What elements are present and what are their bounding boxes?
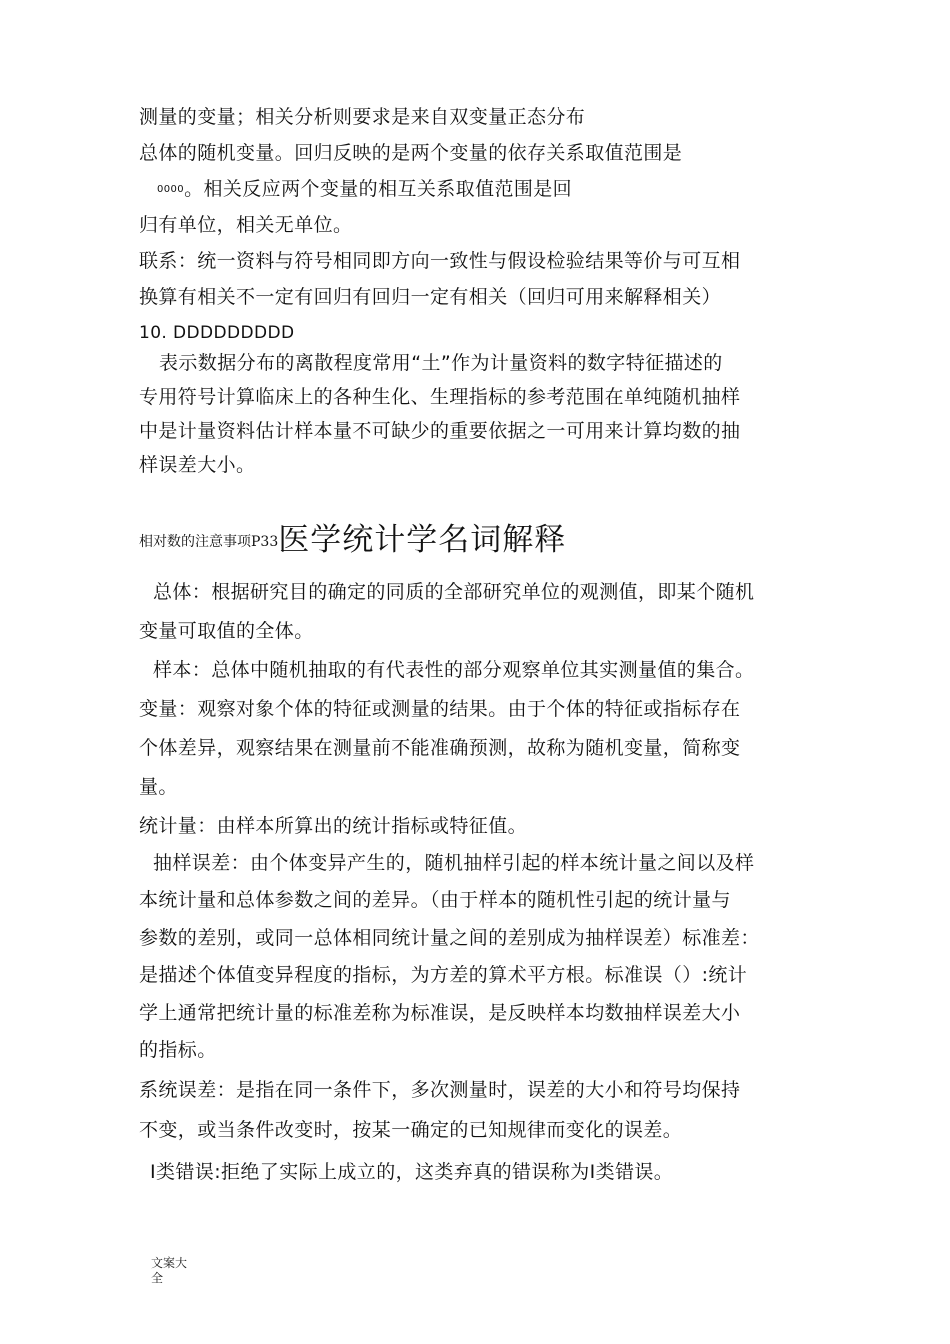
definition-line: 总体：根据研究目的确定的同质的全部研究单位的观测值，即某个随机 (153, 581, 755, 603)
definition-line: Ⅰ类错误:拒绝了实际上成立的，这类弃真的错误称为Ⅰ类错误。 (150, 1161, 674, 1183)
footer-text: 文案大全 (151, 1256, 188, 1285)
definition-line: 不变，或当条件改变时，按某一确定的已知规律而变化的误差。 (139, 1119, 683, 1141)
heading-prefix: 相对数的注意事项P33 (139, 534, 279, 550)
definition-line: 本统计量和总体参数之间的差异。（由于样本的随机性引起的统计量与 (139, 889, 731, 911)
text-line: 换算有相关不一定有回归有回归一定有相关（回归可用来解释相关） (139, 286, 722, 308)
text-line: 测量的变量；相关分析则要求是来自双变量正态分布 (139, 106, 586, 128)
page-title: 医学统计学名词解释 (278, 522, 567, 558)
text-line (157, 177, 572, 202)
text-line: 归有单位，相关无单位。 (139, 214, 353, 236)
text-line: 中是计量资料估计样本量不可缺少的重要依据之一可用来计算均数的抽 (139, 420, 741, 442)
text-line: 表示数据分布的离散程度常用“土”作为计量资料的数字特征描述的 (159, 352, 723, 374)
item-10-label: 10. DDDDDDDDD (139, 323, 295, 343)
definition-line: 的指标。 (139, 1039, 217, 1061)
definition-line: 变量可取值的全体。 (139, 620, 314, 642)
range-small-text: 0000 (157, 184, 185, 195)
definition-line: 统计量：由样本所算出的统计指标或特征值。 (139, 815, 528, 837)
definition-line: 变量：观察对象个体的特征或测量的结果。由于个体的特征或指标存在 (139, 698, 741, 720)
text-line: 总体的随机变量。回归反映的是两个变量的依存关系取值范围是 (139, 142, 683, 164)
section-heading (139, 520, 566, 560)
text-line: 专用符号计算临床上的各种生化、生理指标的参考范围在单纯随机抽样 (139, 386, 741, 408)
definition-line: 个体差异，观察结果在测量前不能准确预测，故称为随机变量，简称变 (139, 737, 741, 759)
definition-line: 是描述个体值变异程度的指标，为方差的算术平方根。标准误（）:统计 (139, 964, 748, 986)
definition-line: 量。 (139, 776, 178, 798)
definition-line: 系统误差：是指在同一条件下，多次测量时，误差的大小和符号均保持 (139, 1079, 741, 1101)
text-line: 样误差大小。 (139, 454, 256, 476)
text-line-rest: 。相关反应两个变量的相互关系取值范围是回 (184, 178, 573, 200)
definition-line: 样本：总体中随机抽取的有代表性的部分观察单位其实测量值的集合。 (153, 659, 755, 681)
definition-line: 参数的差别，或同一总体相同统计量之间的差别成为抽样误差）标准差： (139, 927, 760, 949)
definition-line: 抽样误差：由个体变异产生的，随机抽样引起的样本统计量之间以及样 (153, 852, 755, 874)
definition-line: 学上通常把统计量的标准差称为标准误，是反映样本均数抽样误差大小 (139, 1002, 741, 1024)
text-line: 联系：统一资料与符号相同即方向一致性与假设检验结果等价与可互相 (139, 250, 741, 272)
